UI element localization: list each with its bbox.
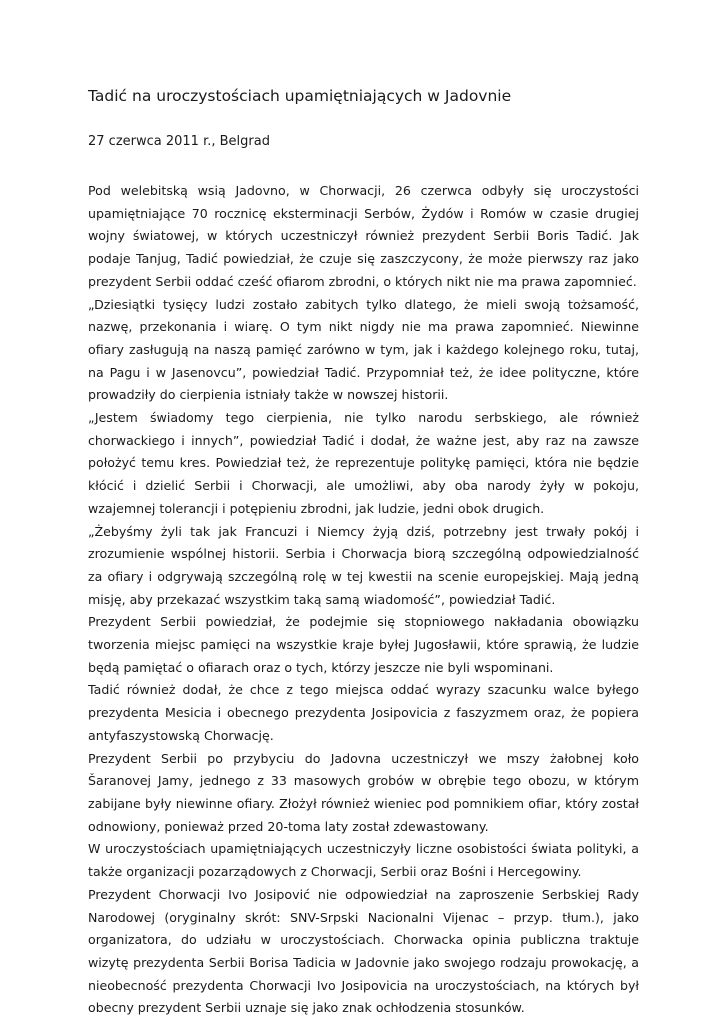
paragraph: Pod welebitską wsią Jadovno, w Chorwacji, 26 czerwca odbyły się uroczystości upamiętniające 70 rocznicę eksterminacji Serbów, Żydów i Romów w czasie drugiej wojny światowej, w których uczestniczył również prezydent Serbii Boris Tadić. Jak podaje Tanjug, Tadić powiedział, że czuje się zaszczycony, że może pierwszy raz jako prezydent Serbii oddać cześć ofiarom zbrodni, o których nikt nie ma prawa zapomnieć. <box>88 183 639 289</box>
paragraph: „Dziesiątki tysięcy ludzi zostało zabitych tylko dlatego, że mieli swoją tożsamość, nazwę, przekonania i wiarę. O tym nikt nigdy nie ma prawa zapomnieć. Niewinne ofiary zasługują na naszą pamięć zarówno w tym, jak i każdego kolejnego roku, tutaj, na Pagu i w Jasenovcu”, powiedział Tadić. Przypomniał też, że idee polityczne, które prowadziły do cierpienia istniały także w nowszej historii. <box>88 296 639 403</box>
article-body <box>88 180 639 1020</box>
paragraph: „Żebyśmy żyli tak jak Francuzi i Niemcy żyją dziś, potrzebny jest trwały pokój i zrozumienie wspólnej historii. Serbia i Chorwacja biorą szczególną odpowiedzialność za ofiary i odgrywają szczególną rolę w tej kwestii na scenie europejskiej. Mają jedną misję, aby przekazać wszystkim taką samą wiadomość”, powiedział Tadić. <box>88 523 639 607</box>
paragraph: W uroczystościach upamiętniających uczestniczyły liczne osobistości świata polityki, a także organizacji pozarządowych z Chorwacji, Serbii oraz Bośni i Hercegowiny. <box>88 841 639 880</box>
paragraph: Prezydent Serbii po przybyciu do Jadovna uczestniczył we mszy żałobnej koło Šaranovej Jamy, jednego z 33 masowych grobów w obrębie tego obozu, w którym zabijane były niewinne ofiary. Złożył również wieniec pod pomnikiem ofiar, który został odnowiony, ponieważ przed 20-toma laty został zdewastowany. <box>88 750 639 834</box>
dateline: 27 czerwca 2011 r., Belgrad <box>88 134 270 149</box>
paragraph: Tadić również dodał, że chce z tego miejsca oddać wyrazy szacunku walce byłego prezydenta Mesicia i obecnego prezydenta Josipovicia z faszyzmem oraz, że popiera antyfaszystowską Chorwację. <box>88 682 639 743</box>
paragraph: Prezydent Serbii powiedział, że podejmie się stopniowego nakładania obowiązku tworzenia miejsc pamięci na wszystkie kraje byłej Jugosławii, które sprawią, że ludzie będą pamiętać o ofiarach oraz o tych, którzy jeszcze nie byli wspominani. <box>88 614 639 675</box>
paragraph: Prezydent Chorwacji Ivo Josipović nie odpowiedział na zaproszenie Serbskiej Rady Narodowej (oryginalny skrót: SNV-Srpski Nacionalni Vijenac – przyp. tłum.), jako organizatora, do udziału w uroczystościach. Chorwacka opinia publiczna traktuje wizytę prezydenta Serbii Borisa Tadicia w Jadovnie jako swojego rodzaju prowokację, a nieobecność prezydenta Chorwacji Ivo Josipovicia na uroczystościach, na których był obecny prezydent Serbii uznaje się jako znak ochłodzenia stosunków. <box>88 886 639 1016</box>
article-title: Tadić na uroczystościach upamiętniających w Jadovnie <box>88 87 512 105</box>
paragraph: „Jestem świadomy tego cierpienia, nie tylko narodu serbskiego, ale również chorwackiego i innych”, powiedział Tadić i dodał, że ważne jest, aby raz na zawsze położyć temu kres. Powiedział też, że reprezentuje politykę pamięci, która nie będzie kłócić i dzielić Serbii i Chorwacji, ale umożliwi, aby oba narody żyły w pokoju, wzajemnej tolerancji i potępieniu zbrodni, jak ludzie, jedni obok drugich. <box>88 410 639 516</box>
